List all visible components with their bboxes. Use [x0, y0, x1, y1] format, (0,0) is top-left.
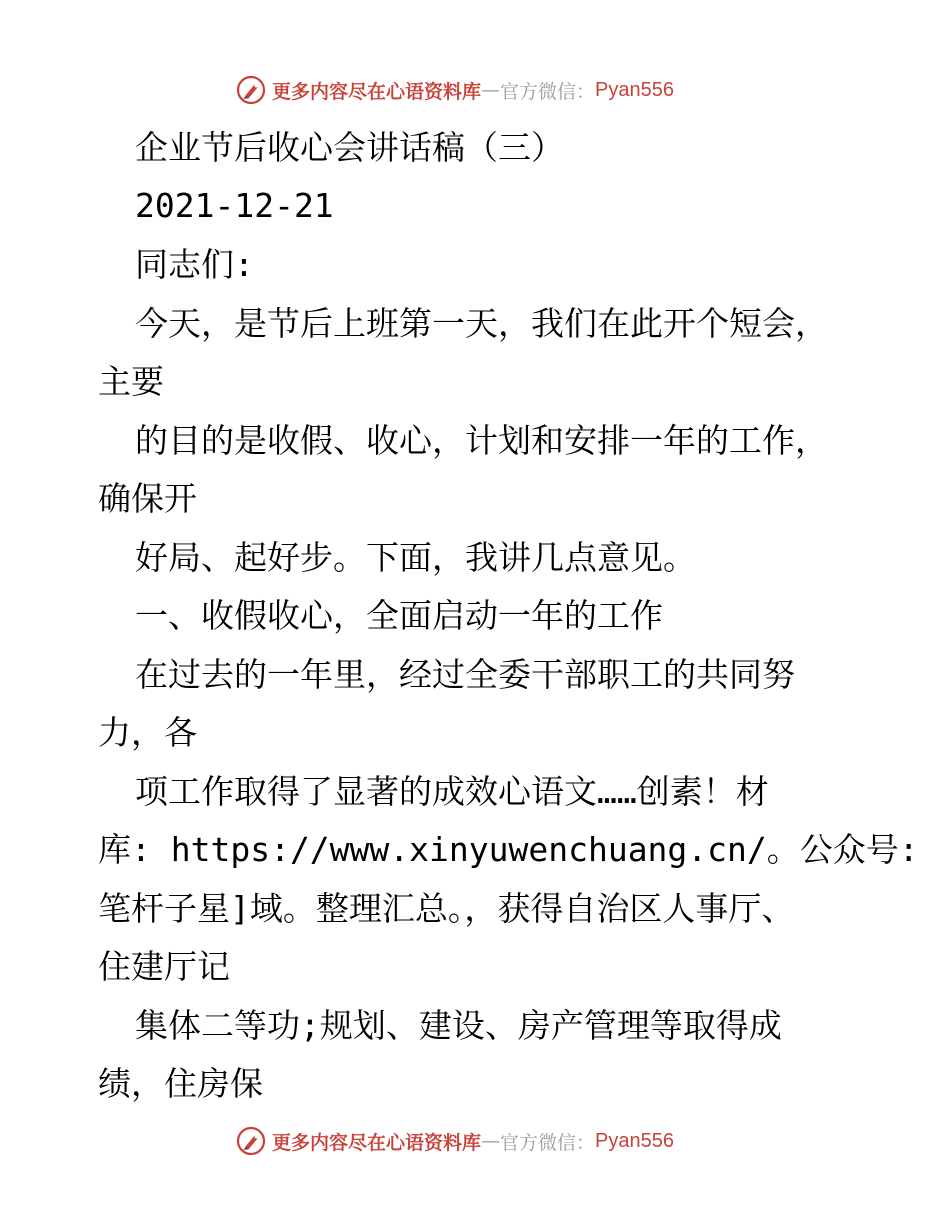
paragraph-line: 今天，是节后上班第一天，我们在此开个短会，	[135, 304, 828, 343]
banner-wechat-label: 官方微信：	[500, 80, 596, 103]
paragraph-line: 笔杆子星]域。整理汇总。，获得自治区人事厅、	[98, 889, 795, 928]
banner-dash: —	[481, 79, 501, 101]
paragraph-line: 集体二等功;规划、建设、房产管理等取得成	[135, 1006, 782, 1045]
document-salutation: 同志们:	[135, 245, 254, 284]
paragraph-line: 库: https://www.xinyuwenchuang.cn/。公众号:	[98, 830, 919, 869]
banner-wechat-id: Pyan556	[595, 78, 674, 101]
section-heading: 一、收假收心，全面启动一年的工作	[135, 596, 663, 635]
banner-site-text: 更多内容尽在心语资料库	[272, 80, 482, 103]
paragraph-line: 主要	[98, 362, 164, 401]
paragraph-line: 好局、起好步。下面，我讲几点意见。	[135, 538, 696, 577]
paragraph-line: 的目的是收假、收心，计划和安排一年的工作，	[135, 421, 828, 460]
document-title: 企业节后收心会讲话稿（三）	[135, 128, 564, 167]
paragraph-line: 住建厅记	[98, 947, 230, 986]
paragraph-line: 力，各	[98, 713, 197, 752]
paragraph-line: 在过去的一年里，经过全委干部职工的共同努	[135, 655, 795, 694]
paragraph-line: 确保开	[98, 479, 197, 518]
pen-logo-icon	[236, 75, 266, 105]
banner-site-text: 更多内容尽在心语资料库	[272, 1131, 482, 1154]
banner-wechat-id: Pyan556	[595, 1129, 674, 1152]
footer-banner[interactable]	[236, 1124, 674, 1158]
document-date: 2021-12-21	[135, 186, 334, 225]
banner-dash: —	[481, 1130, 501, 1152]
banner-wechat-label: 官方微信：	[500, 1131, 596, 1154]
paragraph-line: 绩，住房保	[98, 1064, 263, 1103]
paragraph-line: 项工作取得了显著的成效心语文……创素！材	[135, 772, 769, 811]
pen-logo-icon	[236, 1126, 266, 1156]
header-banner[interactable]	[236, 73, 674, 107]
